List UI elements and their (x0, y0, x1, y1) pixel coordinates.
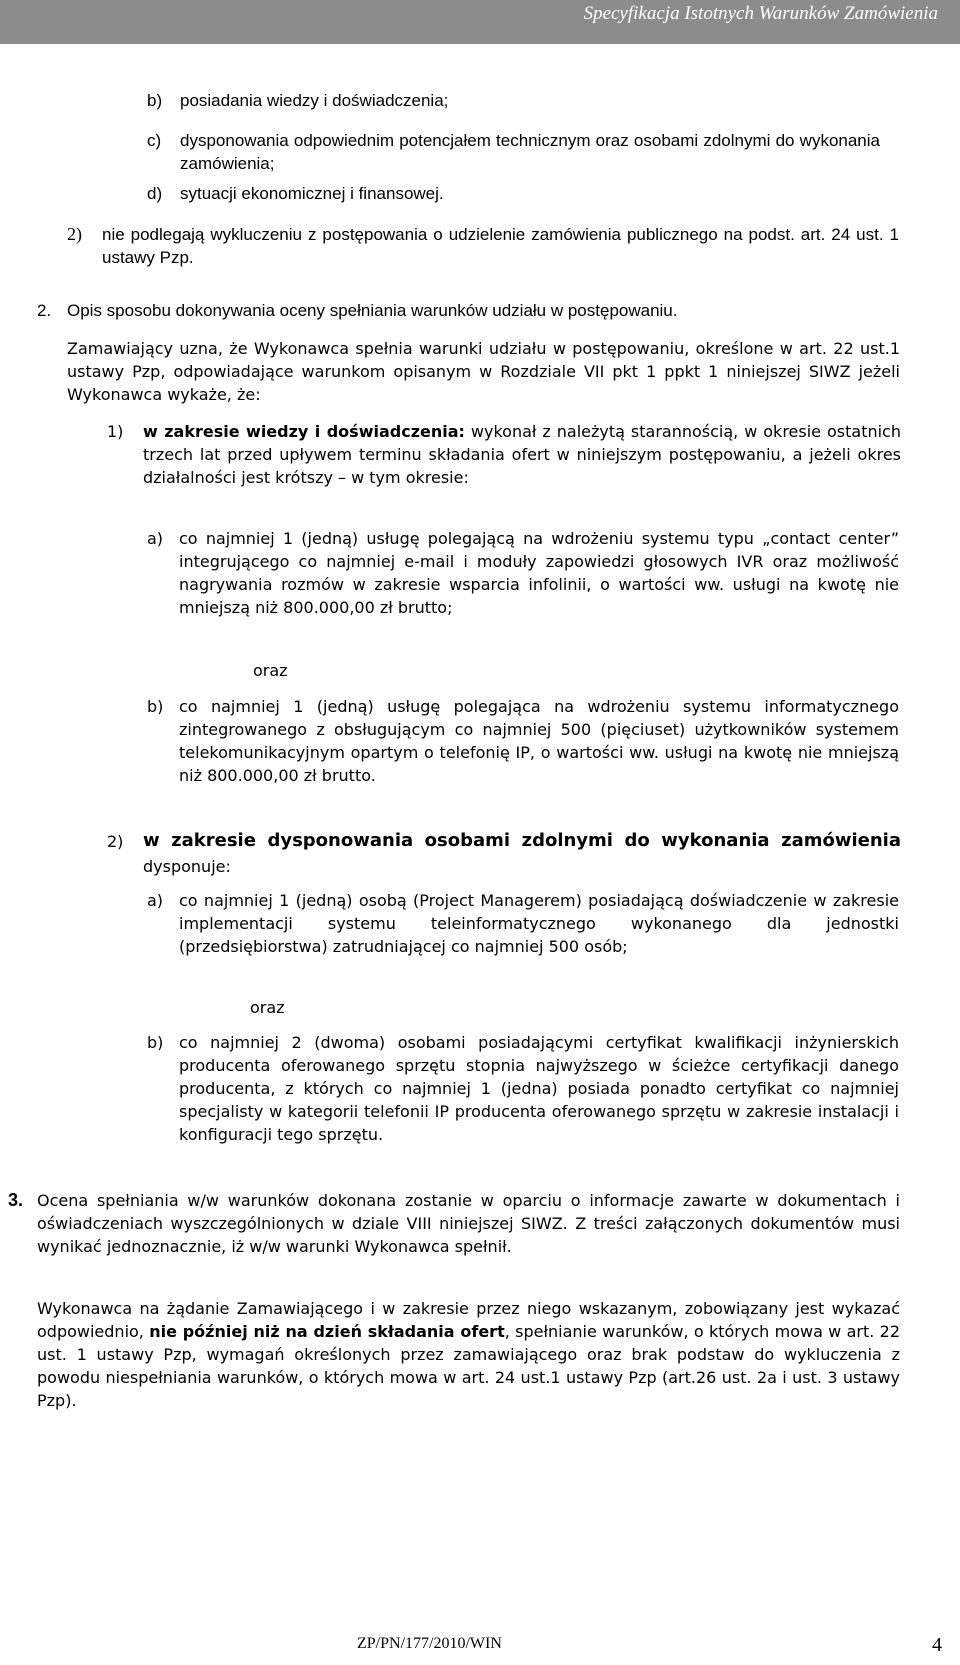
sub-text: co najmniej 2 (dwoma) osobami posiadającymi certyfikat kwalifikacji inżynierskich producenta oferowanego sprzętu stopnia najwyższego w ścieżce certyfikacji danego producenta, z których co najmniej 1 (jedna) posiada ponadto certyfikat co najmniej specjalisty w kategorii telefonii IP producenta oferowanego sprzętu w zakresie instalacji i konfiguracji tego sprzętu. (179, 1033, 899, 1144)
list-item-c (147, 129, 907, 175)
header-title: Specyfikacja Istotnych Warunków Zamówienia (583, 3, 938, 24)
requirement-label: 1) (107, 422, 124, 441)
list-label: d) (147, 184, 163, 203)
requirement-bold: w zakresie wiedzy i doświadczenia: (143, 422, 465, 441)
requirement-1 (107, 420, 907, 489)
footer-code: ZP/PN/177/2010/WIN (357, 1635, 502, 1652)
list-text: posiadania wiedzy i doświadczenia; (180, 91, 449, 110)
section-heading: Opis sposobu dokonywania oceny spełniania warunków udziału w postępowaniu. (67, 301, 678, 320)
item-2 (67, 223, 907, 269)
requirement-text (143, 828, 901, 880)
sub-label: a) (147, 529, 164, 548)
oraz-2: oraz (250, 998, 285, 1017)
sub-text: co najmniej 1 (jedną) osobą (Project Managerem) posiadającą doświadczenie w zakresie implementacji systemu teleinformatycznego wykonanego dla jednostki (przedsiębiorstwa) zatrudniającej co najmniej 500 osób; (179, 891, 899, 956)
list-label: c) (147, 131, 162, 150)
page-number: 4 (932, 1634, 942, 1656)
paragraph-bold: nie później niż na dzień składania ofert (149, 1322, 505, 1341)
paragraph-start: Wykonawca na żądanie Zamawiającego i w zakresie przez niego wskazanym, zobowiązany jest wykazać odpowiednio, (37, 1299, 900, 1341)
section-3-paragraph-2 (37, 1297, 900, 1412)
requirement-1-a (147, 527, 907, 619)
requirement-2-a (147, 889, 907, 958)
sub-label: b) (147, 1033, 164, 1052)
requirement-2-b (147, 1031, 907, 1146)
item-text: nie podlegają wykluczeniu z postępowania o udzielenie zamówienia publicznego na podst. art. 24 ust. 1 ustawy Pzp. (102, 225, 899, 267)
list-label: b) (147, 91, 163, 110)
list-text: dysponowania odpowiednim potencjałem technicznym oraz osobami zdolnymi do wykonania zamówienia; (180, 131, 880, 173)
section-label: 2. (37, 301, 52, 320)
oraz-1: oraz (253, 661, 288, 680)
requirement-bold: w zakresie dysponowania osobami zdolnymi do wykonania zamówienia (143, 830, 901, 851)
requirement-rest: dysponuje: (143, 857, 231, 876)
requirement-label: 2) (107, 832, 124, 851)
sub-text: co najmniej 1 (jedną) usługę polegającą na wdrożeniu systemu typu „contact center” integrującego co najmniej e-mail i moduły zapowiedzi głosowych IVR oraz możliwość nagrywania rozmów w zakresie wsparcia infolinii, o wartości ww. usługi na kwotę nie mniejszą niż 800.000,00 zł brutto; (179, 529, 899, 617)
requirement-text (143, 420, 901, 489)
item-label: 2) (67, 224, 82, 244)
section-2-intro: Zamawiający uzna, że Wykonawca spełnia warunki udziału w postępowaniu, określone w art. 22 ust.1 ustawy Pzp, odpowiadające warunkom opisanym w Rozdziale VII pkt 1 ppkt 1 niniejszej SIWZ jeżeli Wykonawca wykaże, że: (67, 339, 900, 404)
requirement-rest: wykonał z należytą starannością, w okresie ostatnich trzech lat przed upływem terminu składania ofert w niniejszym postępowaniu, a jeżeli okres działalności jest krótszy – w tym okresie: (143, 422, 901, 487)
requirement-2 (107, 828, 907, 880)
section-3 (8, 1189, 908, 1258)
list-text: sytuacji ekonomicznej i finansowej. (180, 184, 444, 203)
requirement-1-b (147, 695, 907, 787)
section-text: Ocena spełniania w/w warunków dokonana zostanie w oparciu o informacje zawarte w dokumentach i oświadczeniach wyszczególnionych w dziale VIII niniejszej SIWZ. Z treści załączonych dokumentów musi wynikać jednoznacznie, iż w/w warunki Wykonawca spełnił. (37, 1191, 900, 1256)
sub-label: a) (147, 891, 164, 910)
sub-label: b) (147, 697, 164, 716)
sub-text: co najmniej 1 (jedną) usługę polegająca na wdrożeniu systemu informatycznego zintegrowanego z obsługującym co najmniej 500 (pięciuset) użytkowników systemem telekomunikacyjnym opartym o telefonię IP, o wartości ww. usługi na kwotę nie mniejszą niż 800.000,00 zł brutto. (179, 697, 899, 785)
section-label: 3. (8, 1190, 24, 1210)
paragraph-end: , spełnianie warunków, o których mowa w art. 22 ust. 1 ustawy Pzp, wymagań określonych przez zamawiającego oraz brak podstaw do wykluczenia z powodu niespełniania warunków, o których mowa w art. 24 ust.1 ustawy Pzp (art.26 ust. 2a i ust. 3 ustawy Pzp). (37, 1322, 901, 1410)
header-bar (0, 0, 960, 44)
